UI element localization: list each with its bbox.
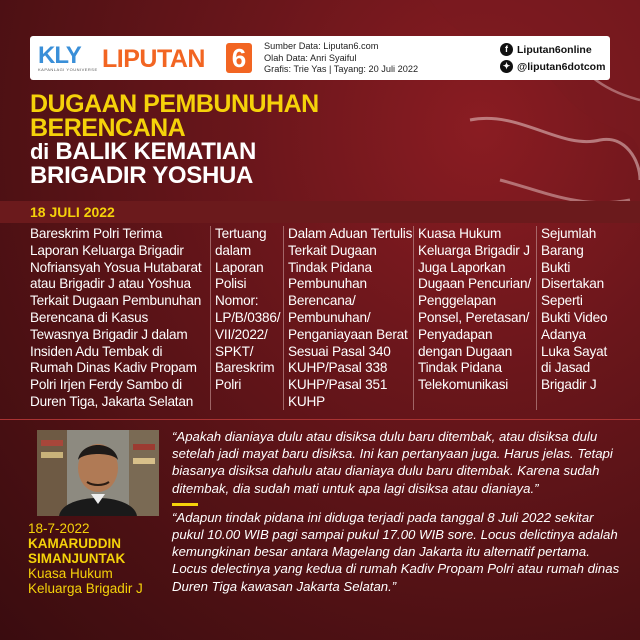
title-line-3 [30,140,590,164]
brand-name: LIPUTAN [102,45,205,73]
timeline-column-1: Bareskrim Polri Terima Laporan Keluarga Brigadir Nofriansyah Yosua Hutabarat atau Brigadir J atau Yoshua Terkait Dugaan Pembunuhan Berencana di Kasus Tewasnya Brigadir J dalam Insiden Adu Tembak di Rumah Dinas Kadiv Propam Polri Irjen Ferdy Sambo di Duren Tiga, Jakarta Selatan [30,226,202,409]
speaker-info [28,521,178,596]
date-heading: 18 JULI 2022 [30,204,115,220]
column-divider [413,226,414,410]
speaker-role-line-2: Keluarga Brigadir J [28,581,143,596]
page-title [30,92,590,188]
timeline-columns [30,226,620,416]
speaker-name-line-1: KAMARUDDIN [28,536,121,551]
speaker-photo [37,430,159,516]
column-divider [210,226,211,410]
timeline-column-5: Sejumlah Barang Bukti Disertakan Seperti Bukti Video Adanya Luka Sayat di Jasad Brigadir J [541,226,608,393]
title-line-4: BRIGADIR YOSHUA [30,162,254,189]
facebook-row[interactable] [500,41,605,58]
twitter-handle: @liputan6dotcom [517,60,606,73]
source-credits [264,41,418,76]
kly-tagline: KAPANLAGI YOUNIVERSE [38,67,98,72]
timeline-column-4: Kuasa Hukum Keluarga Brigadir J Juga Laporkan Dugaan Pencurian/ Penggelapan Ponsel, Peretasan/ Penyadapan dengan Dugaan Tindak Pidana Telekomunikasi [418,226,531,393]
timeline-column-3: Dalam Aduan Tertulis Terkait Dugaan Tindak Pidana Pembunuhan Berencana/ Pembunuhan/ Penganiayaan Berat Sesuai Pasal 340 KUHP/Pasal 338 KUHP/Pasal 351 KUHP [288,226,413,409]
title-line-1: DUGAAN PEMBUNUHAN [30,90,319,118]
header-bar [30,36,610,80]
title-line-3-rest: BALIK KEMATIAN [55,138,256,165]
portrait-illustration [37,430,159,516]
quote-separator [172,503,198,506]
section-divider [0,419,640,420]
quotes-block [172,428,620,601]
kly-logo-text: KLY [38,42,81,69]
twitter-icon: ✦ [500,60,513,73]
quote-date: 18-7-2022 [28,521,90,536]
timeline-column-2: Tertuang dalam Laporan Polisi Nomor: LP/B/0386/ VII/2022/ SPKT/ Bareskrim Polri [215,226,281,393]
date-band [0,201,640,223]
title-line-2: BERENCANA [30,114,186,142]
graphic-line: Grafis: Trie Yas | Tayang: 20 Juli 2022 [264,64,419,74]
brand-number-logo: 6 [226,43,252,73]
facebook-handle: Liputan6online [517,43,592,56]
processed-line: Olah Data: Anri Syaiful [264,52,357,63]
column-divider [283,226,284,410]
speaker-role-line-1: Kuasa Hukum [28,566,113,581]
column-divider [536,226,537,410]
quote-1: “Apakah dianiaya dulu atau disiksa dulu baru ditembak, atau disiksa dulu setelah jadi mayat baru disiksa. Ini kan pertanyaan juga. Harus jelas. Tetapi biasanya disiksa dahulu atau dianiaya dulu baru ditembak. Karena sudah ditembak, dia sudah mati untuk apa lagi disiksa atau dianiaya.” [172,429,613,496]
quote-2: “Adapun tindak pidana ini diduga terjadi pada tanggal 8 Juli 2022 sekitar pukul 10.00 WIB pagi sampai pukul 17.00 WIB sore. Locus delictinya adalah kemungkinan besar antara Magelang dan Jakarta itu alternatif pertama. Locus delectinya yang kedua di rumah Kadiv Propam Polri atau rumah dinas Duren Tiga kawasan Jakarta Selatan.” [172,509,620,594]
kly-logo [38,42,96,74]
twitter-row[interactable] [500,58,605,75]
social-handles [500,41,605,75]
facebook-icon: f [500,43,513,56]
source-line: Sumber Data: Liputan6.com [264,41,379,51]
title-line-3-prefix: di [30,139,49,164]
speaker-name-line-2: SIMANJUNTAK [28,551,126,566]
